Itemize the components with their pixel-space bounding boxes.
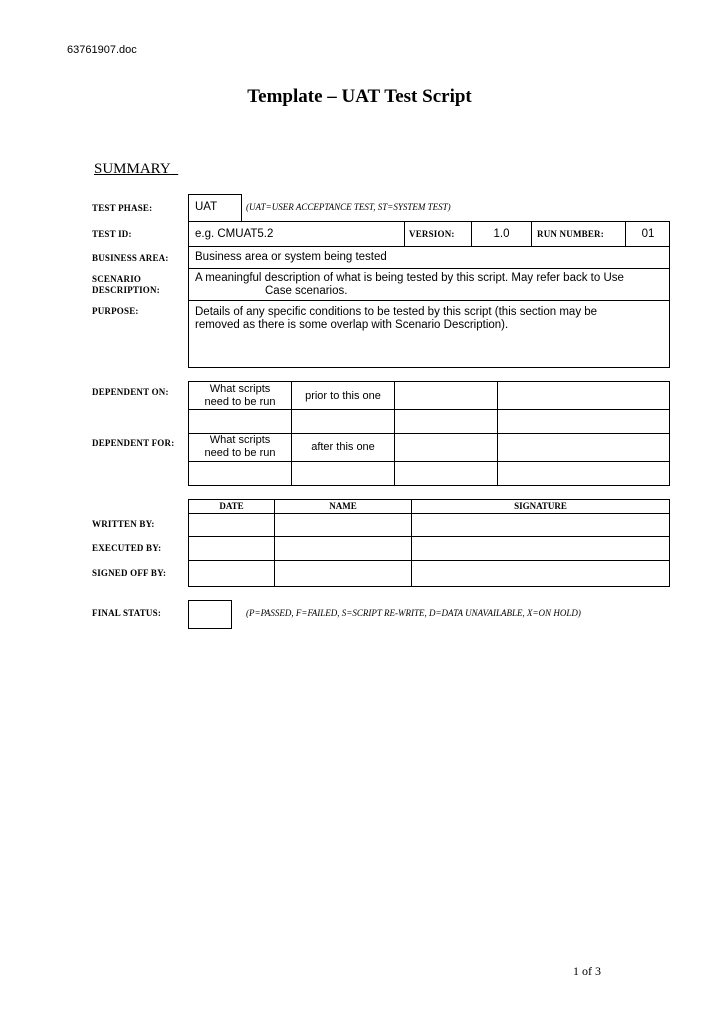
version-field[interactable]: 1.0 [493,228,510,240]
dependencies-row-divider [188,409,670,410]
summary-col-divider [531,221,532,246]
dependent-for-label: DEPENDENT FOR: [92,438,175,448]
summary-row-divider [188,268,670,269]
executed-by-name-field[interactable] [275,537,411,560]
run-number-label: RUN NUMBER: [537,229,604,239]
signoff-header-date: DATE [219,501,244,511]
page-title: Template – UAT Test Script [247,86,472,107]
signoff-header-name: NAME [329,501,357,511]
executed-by-label: EXECUTED BY: [92,543,162,553]
final-status-field[interactable] [188,600,232,629]
business-area-field[interactable]: Business area or system being tested [195,251,387,263]
summary-row-divider [188,300,670,301]
written-by-signature-field[interactable] [412,514,669,536]
dependent-on-entry-cell[interactable] [395,382,497,409]
dependent-on-label: DEPENDENT ON: [92,387,169,397]
dependent-for-timing-cell[interactable]: after this one [311,441,375,453]
dependent-for-entry-cell[interactable] [498,434,669,461]
purpose-label: PURPOSE: [92,306,139,316]
scenario-description-label: SCENARIO DESCRIPTION: [92,274,160,295]
dependencies-row-divider [188,461,670,462]
signed-off-by-label: SIGNED OFF BY: [92,568,167,578]
written-by-date-field[interactable] [189,514,274,536]
dependent-on-entry-cell[interactable] [498,382,669,409]
test-id-field[interactable]: e.g. CMUAT5.2 [195,228,274,240]
summary-row-divider [188,246,670,247]
dependent-on-scripts-cell[interactable]: What scripts need to be run [204,383,276,408]
final-status-label: FINAL STATUS: [92,608,162,618]
section-heading-summary: SUMMARY [94,161,171,177]
executed-by-signature-field[interactable] [412,537,669,560]
signed-off-by-date-field[interactable] [189,561,274,586]
executed-by-date-field[interactable] [189,537,274,560]
purpose-field[interactable]: Details of any specific conditions to be tested by this script (this section may be removed as there is some overlap with Scenario Description). [195,306,598,331]
run-number-field[interactable]: 01 [641,228,655,240]
document-filename: 63761907.doc [67,44,137,56]
page-number: 1 of 3 [573,964,601,978]
signed-off-by-name-field[interactable] [275,561,411,586]
test-phase-label: TEST PHASE: [92,203,153,213]
test-phase-value: UAT [195,201,218,213]
signed-off-by-signature-field[interactable] [412,561,669,586]
signoff-header-signature: SIGNATURE [514,501,567,511]
dependent-for-entry-cell[interactable] [395,434,497,461]
written-by-label: WRITTEN BY: [92,519,155,529]
summary-col-divider [404,221,405,246]
written-by-name-field[interactable] [275,514,411,536]
final-status-note: (P=PASSED, F=FAILED, S=SCRIPT RE-WRITE, D=DATA UNAVAILABLE, X=ON HOLD) [246,608,581,618]
test-id-label: TEST ID: [92,229,132,239]
dependent-for-scripts-cell[interactable]: What scripts need to be run [204,434,276,459]
dependent-on-timing-cell[interactable]: prior to this one [305,390,381,402]
version-label: VERSION: [409,229,455,239]
business-area-label: BUSINESS AREA: [92,253,169,263]
scenario-description-field[interactable]: A meaningful description of what is being tested by this script. May refer back to Use Case scenarios. [195,272,624,297]
test-phase-note: (UAT=USER ACCEPTANCE TEST, ST=SYSTEM TEST) [246,202,451,212]
